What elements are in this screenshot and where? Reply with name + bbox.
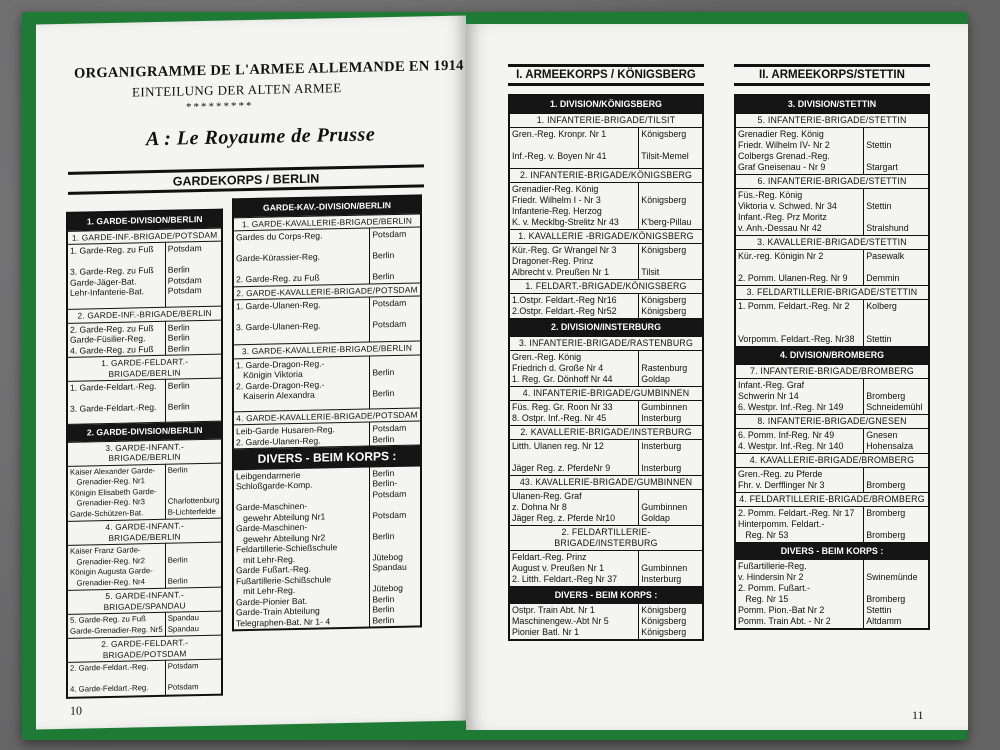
garrison-cell: Spandau Spandau (165, 611, 222, 636)
brigade-heading: 2. GARDE-FELDART.-BRIGADE/POTSDAM (67, 635, 222, 662)
regiment-cell: Gren.-Reg. König Friedrich d. Große Nr 4 1. Reg. Gr. Dönhoff Nr 44 (512, 352, 613, 384)
regiment-cell: Füs.-Reg. König Viktoria v. Schwed. Nr 34 Infant.-Reg. Prz Moritz v. Anh.-Dessau Nr 42 (738, 190, 837, 233)
brigade-heading: 1. FELDART.-BRIGADE/KÖNIGSBERG (509, 280, 703, 294)
regiment-cell: 1. Garde-Ulanen-Reg. 3. Garde-Ulanen-Reg. (236, 299, 321, 333)
brigade-heading: 4. FELDARTILLERIE-BRIGADE/BROMBERG (735, 493, 929, 507)
garrison-cell: Berlin Berlin (165, 542, 222, 588)
garrison-cell: Bromberg Bromberg (864, 507, 929, 543)
right-page (466, 24, 968, 730)
garde-cavalry-table (232, 194, 422, 631)
garrison-cell: Berlin Berlin (370, 354, 421, 408)
stars-divider: ********* (186, 99, 254, 114)
garde-division-table (66, 209, 223, 699)
garrison-cell: Stettin Stralshund (864, 189, 929, 236)
brigade-heading: 5. INFANTERIE-BRIGADE/STETTIN (735, 114, 929, 128)
division-heading: 1. DIVISION/KÖNIGSBERG (509, 95, 703, 114)
regiment-cell: 1. Garde-Feldart.-Reg. 3. Garde-Feldart.-Reg. (70, 380, 157, 414)
brigade-heading: 3. FELDARTILLERIE-BRIGADE/STETTIN (735, 286, 929, 300)
brigade-heading: 8. INFANTERIE-BRIGADE/GNESEN (735, 415, 929, 429)
title-german: EINTEILUNG DER ALTEN ARMEE (132, 80, 342, 100)
corps-heading: GARDEKORPS / BERLIN (68, 164, 424, 194)
brigade-heading: 4. GARDE-INFANT.-BRIGADE/BERLIN (67, 518, 222, 545)
brigade-heading: 4. INFANTERIE-BRIGADE/GUMBINNEN (509, 387, 703, 401)
regiment-cell: Gren.-Reg. zu Pferde Fhr. v. Derfflinger Nr 3 (738, 469, 825, 490)
garrison-cell: Gumbinnen Insterburg (639, 551, 703, 587)
brigade-heading: 1. GARDE-INF.-BRIGADE/POTSDAM (67, 228, 222, 245)
garrison-cell: Berlin Berlin Berlin (165, 320, 222, 356)
gardekorps-cavalry-column (232, 194, 422, 631)
garrison-cell: Königsberg Tilsit-Memel (639, 128, 703, 169)
brigade-heading: 3. GARDE-KAVALLERIE-BRIGADE/BERLIN (233, 341, 421, 358)
armeekorps-1-column (508, 64, 704, 641)
garrison-cell: Stettin Stargart (864, 128, 929, 175)
page-number: 11 (912, 708, 924, 722)
left-page (36, 15, 466, 729)
regiment-cell: 2. Pomm. Feldart.-Reg. Nr 17 Hinterpomm. Feldart.- Reg. Nr 53 (738, 508, 855, 540)
regiment-cell: 6. Pomm. Inf-Reg. Nr 49 4. Westpr. Inf.-Reg. Nr 140 (738, 430, 844, 451)
garrison-cell: Kolberg Stettin (864, 300, 929, 347)
division-heading: 2. GARDE-DIVISION/BERLIN (67, 421, 222, 442)
division-heading: 2. DIVISION/INSTERBURG (509, 319, 703, 337)
brigade-heading: 3. KAVALLERIE-BRIGADE/STETTIN (735, 236, 929, 250)
regiment-cell: Ostpr. Train Abt. Nr 1 Maschinengew.-Abt Nr 5 Pionier Batl. Nr 1 (512, 605, 609, 637)
brigade-heading: 5. GARDE-INFANT.-BRIGADE/SPANDAU (67, 587, 222, 614)
title-french: ORGANIGRAMME DE L'ARMEE ALLEMANDE EN 1914 (74, 57, 464, 82)
regiment-cell: Leib-Garde Husaren-Reg. 2. Garde-Ulanen-Reg. (236, 424, 335, 447)
regiment-cell: Füs. Reg. Gr. Roon Nr 33 8. Ostpr. Inf.-Reg. Nr 45 (512, 402, 613, 423)
brigade-heading: 43. KAVALLERIE-BRIGADE/GUMBINNEN (509, 476, 703, 490)
brigade-heading: 2. GARDE-KAVALLERIE-BRIGADE/POTSDAM (233, 282, 421, 299)
garrison-cell: Potsdam Berlin (370, 421, 421, 446)
garrison-cell: Gumbinnen Insterburg (639, 401, 703, 426)
regiment-cell: Kür.-Reg. Gr Wrangel Nr 3 Dragoner-Reg. Prinz Albrecht v. Preußen Nr 1 (512, 245, 617, 277)
regiment-cell: Kür.-reg. Königin Nr 2 2. Pomm. Ulanen-Reg. Nr 9 (738, 251, 848, 283)
brigade-heading: 1. INFANTERIE-BRIGADE/TILSIT (509, 114, 703, 128)
regiment-cell: Kaiser Alexander Garde- Grenadier-Reg. Nr1 Königin Elisabeth Garde- Grenadier-Reg. Nr3 Garde-Schützen-Bat. (70, 465, 157, 519)
regiment-cell: Grenadier-Reg. König Friedr. Wilhelm I - Nr 3 Infanterie-Reg. Herzog K. v. Mecklbg-Strelitz Nr 43 (512, 184, 619, 227)
gardekorps-infantry-column (66, 209, 220, 699)
divers-heading: DIVERS - BEIM KORPS : (735, 543, 929, 561)
divers-heading: DIVERS - BEIM KORPS : (509, 587, 703, 605)
regiment-cell: Grenadier Reg. König Friedr. Wilhelm IV- Nr 2 Colbergs Grenad.-Reg. Graf Gneisenau - Nr 9 (738, 129, 830, 172)
regiment-cell: Ulanen-Reg. Graf z. Dohna Nr 8 Jäger Reg. z. Pferde Nr10 (512, 491, 616, 523)
corps-heading: II. ARMEEKORPS/STETTIN (734, 64, 930, 86)
brigade-heading: 2. FELDARTILLERIE-BRIGADE/INSTERBURG (509, 526, 703, 551)
regiment-cell: Leibgendarmerie Schloßgarde-Komp. Garde-Maschinen- gewehr Abteilung Nr1 Garde-Maschinen- gewehr Abteilung Nr2 Feldartillerie-Schießschule mit Lehr-Reg. Garde Fußart.-Reg. Fußartillerie-Schißschule mit Lehr-Reg. Garde-Pionier Bat. Garde-Train Abteilung Telegraphen-Bat. Nr 1- 4 (236, 469, 338, 628)
brigade-heading: 1. GARDE-KAVALLERIE-BRIGADE/BERLIN (233, 213, 421, 230)
regiment-cell: Fußartillerie-Reg. v. Hindersin Nr 2 2. Pomm. Fußart.- Reg. Nr 15 Pomm. Pion.-Bat Nr 2 Pomm. Train Abt. - Nr 2 (738, 561, 831, 626)
regiment-cell: 1. Pomm. Feldart.-Reg. Nr 2 Vorpomm. Feldart.-Reg. Nr38 (738, 301, 855, 344)
garrison-cell: Pasewalk Demmin (864, 250, 929, 286)
division-heading: 4. DIVISION/BROMBERG (735, 347, 929, 365)
garrison-cell: Potsdam Berlin Potsdam Potsdam (165, 241, 222, 307)
garrison-cell: Gumbinnen Goldap (639, 490, 703, 526)
garrison-cell: Bromberg Schneidemühl (864, 379, 929, 415)
garrison-cell: Rastenburg Goldap (639, 351, 703, 387)
brigade-heading: 2. INFANTERIE-BRIGADE/KÖNIGSBERG (509, 169, 703, 183)
garrison-cell: Berlin Berlin (165, 378, 222, 422)
brigade-heading: 7. INFANTERIE-BRIGADE/BROMBERG (735, 365, 929, 379)
garrison-cell: Königsberg Königsberg (639, 294, 703, 319)
regiment-cell: 2. Garde-Feldart.-Reg. 4. Garde-Feldart.-Reg. (70, 662, 149, 694)
garrison-cell: Gnesen Hohensalza (864, 429, 929, 454)
garrison-cell: Potsdam Berlin Berlin (370, 227, 421, 284)
brigade-heading: 3. INFANTERIE-BRIGADE/RASTENBURG (509, 337, 703, 351)
divers-heading: DIVERS - BEIM KORPS : (233, 445, 421, 470)
regiment-cell: 2. Garde-Reg. zu Fuß Garde-Füsilier-Reg. 4. Garde-Reg. zu Fuß (70, 322, 154, 356)
regiment-cell: Gardes du Corps-Reg. Garde-Kürassier-Reg. 2. Garde-Reg. zu Fuß (236, 230, 323, 285)
brigade-heading: 2. GARDE-INF.-BRIGADE/BERLIN (67, 306, 222, 323)
regiment-cell: Feldart.-Reg. Prinz August v. Preußen Nr 1 2. Litth. Feldart.-Reg Nr 37 (512, 552, 618, 584)
regiment-cell: 1. Garde-Dragon-Reg.- Königin Viktoria 2. Garde-Dragon-Reg.- Kaiserin Alexandra (236, 357, 325, 402)
regiment-cell: Litth. Ulanen reg. Nr 12 Jäger Reg. z. PferdeNr 9 (512, 441, 611, 473)
regiment-cell: 5. Garde-Reg. zu Fuß Garde-Grenadier-Reg. Nr5 (70, 614, 163, 636)
brigade-heading: 4. KAVALLERIE-BRIGADE/BROMBERG (735, 454, 929, 468)
kingdom-heading: A : Le Royaume de Prusse (146, 123, 376, 151)
division-heading: 1. GARDE-DIVISION/BERLIN (67, 210, 222, 231)
garrison-cell: Bromberg (864, 468, 929, 493)
garrison-cell: Königsberg Tilsit (639, 244, 703, 280)
regiment-cell: Kaiser Franz Garde- Grenadier-Reg. Nr2 Königin Augusta Garde- Grenadier-Reg. Nr4 (70, 545, 153, 588)
garrison-cell: Königsberg K'berg-Pillau (639, 183, 703, 230)
armeekorps-1-table (508, 94, 704, 641)
brigade-heading: 1. KAVALLERIE -BRIGADE/KÖNIGSBERG (509, 230, 703, 244)
regiment-cell: 1.Ostpr. Feldart.-Reg Nr16 2.Ostpr. Feldart.-Reg Nr52 (512, 295, 617, 316)
regiment-cell: Gren.-Reg. Kronpr. Nr 1 Inf.-Reg. v. Boyen Nr 41 (512, 129, 607, 161)
division-heading: GARDE-KAV.-DIVISION/BERLIN (233, 195, 421, 217)
garrison-cell: Swinemünde Bromberg Stettin Altdamm (864, 560, 929, 629)
brigade-heading: 1. GARDE-FELDART.-BRIGADE/BERLIN (67, 354, 222, 381)
garrison-cell: Potsdam Potsdam (370, 296, 421, 342)
armeekorps-2-table (734, 94, 930, 630)
brigade-heading: 4. GARDE-KAVALLERIE-BRIGADE/POTSDAM (233, 407, 421, 424)
brigade-heading: 3. GARDE-INFANT.-BRIGADE/BERLIN (67, 439, 222, 466)
brigade-heading: 6. INFANTERIE-BRIGADE/STETTIN (735, 175, 929, 189)
corps-heading: I. ARMEEKORPS / KÖNIGSBERG (508, 64, 704, 86)
garrison-cell: Berlin Charlottenburg B-Lichterfelde (165, 463, 222, 520)
garrison-cell: Potsdam Potsdam (165, 659, 222, 695)
garrison-cell: Berlin Berlin- Potsdam Potsdam Berlin Jütebog Spandau Jütebog Berlin Berlin Berlin (370, 466, 421, 628)
armeekorps-2-column (734, 64, 930, 630)
garrison-cell: Königsberg Königsberg Königsberg (639, 604, 703, 640)
garrison-cell: Insterburg Insterburg (639, 440, 703, 476)
brigade-heading: 2. KAVALLERIE-BRIGADE/INSTERBURG (509, 426, 703, 440)
regiment-cell: 1. Garde-Reg. zu Fuß 3. Garde-Reg. zu Fuß Garde-Jäger-Bat. Lehr-Infanterie-Bat. (70, 244, 154, 298)
page-number: 10 (70, 703, 82, 718)
division-heading: 3. DIVISION/STETTIN (735, 95, 929, 114)
regiment-cell: Infant.-Reg. Graf Schwerin Nr 14 6. Westpr. Inf.-Reg. Nr 149 (738, 380, 844, 412)
